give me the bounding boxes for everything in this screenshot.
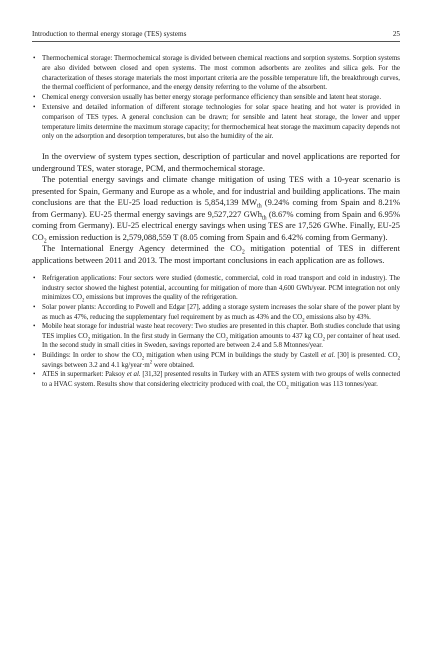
list-item: • Extensive and detailed information of different storage technologies for solar space heating and hot water is provided in comparison of TES types. A general conclusion can be drawn; for sensible and latent heat storage, the lower and upper temperature limits determine the maximum storage capacity; for thermochemical heat storage the maximum capacity depends not only on the adsorption and desorption temperatures, but also the humidity of the air. [33, 103, 400, 141]
list-item: • ATES in supermarket: Paksoy et al. [31,32] presented results in Turkey with an ATES system with two groups of wells connected to a HVAC system. Results show that considering electricity produced with coal, the $CO_2$ mitigation was 113 tonnes/year. [33, 371, 401, 391]
bullet-icon: • [33, 103, 36, 111]
list-item: • Refrigeration applications: Four sectors were studied (domestic, commercial, cold in road transport and cold in industry). The industry sector showed the highest potential, accounting for mitigation of more than 4,600 GWh/year. PCM integration not only minimizes $CO_2$ emissions but improves the quality of the refrigeration. [33, 275, 400, 304]
bullet-list-bottom [32, 274, 400, 389]
bullet-icon: • [33, 55, 36, 62]
list-item: • Mobile heat storage for industrial waste heat recovery: Two studies are presented in this chapter. Both studies conclude that using TES implies $CO_2$ mitigation. In the first study in Germany the $CO_2$ mitigation amounts to 437 kg $CO_2$ per container of heat used. In the second study in small cities in Sweden, savings reported are between 2.4 and 5.8 Mtonnes/year. [33, 323, 401, 350]
list-item: • Chemical energy conversion usually has better energy storage performance efficiency than sensible and latent heat storage. [33, 94, 382, 102]
running-head-title: Introduction to thermal energy storage (TES) systems [32, 30, 187, 38]
running-head [32, 30, 400, 42]
list-item: • Thermochemical storage: Thermochemical storage is divided between chemical reactions and sorption systems. Sorption systems are also divided between closed and open systems. The most common adsorbents are zeolites and silica gels. For the characterization of theses storage materials the most important criteria are the possible temperature lift, the breakthrough curves, the thermal coefficient of performance, and the energy density referring to the volume of the absorbent. [33, 55, 400, 92]
paragraph-overview: In the overview of system types section, description of particular and novel applications are reported for underground TES, water storage, PCM, and thermochemical storage. [32, 151, 400, 173]
bullet-icon: • [33, 94, 36, 102]
bullet-icon: • [33, 323, 36, 331]
list-item: • Solar power plants: According to Powell and Edgar [27], adding a storage system increases the solar share of the power plant by as much as 47%, reducing the supplementary fuel requirement by as much as 43% and the $CO_2$ emissions also by 43%. [33, 303, 400, 323]
bullet-icon: • [33, 351, 36, 359]
paragraph-energy-savings: The potential energy savings and climate change mitigation of using TES with a 10-year scenario is presented for Spain, Germany and Europe as a whole, and for industrial and building applications. The main conclusions are that the EU-25 load reduction is 5,854,139 $MW_{th}$ (9.24% coming from Spain and 8.21% from Germany). EU-25 thermal energy savings are 9,527,227 GWh$_{th}$ (8.67% coming from Spain and 6.95% coming from Germany). EU-25 electrical energy savings when using TES are 17,526 GWhe. Finally, EU-25 $CO_2$ emission reduction is 2,579,088,559 T (8.05 coming from Spain and 6.42% coming from Germany). [32, 174, 401, 245]
paragraph-iea: The International Energy Agency determined the $CO_2$ mitigation potential of TES in different applications between 2011 and 2013. The most important conclusions in each application are as follows. [32, 243, 400, 265]
list-item: • Buildings: In order to show the $CO_2$ mitigation when using PCM in buildings the study by Castell et al. [30] is presented. $CO_2$ savings between 3.2 and 4.1 $kg/year\cdot m^2$ were obtained. [33, 351, 401, 369]
page-number: 25 [392, 30, 400, 38]
bullet-list-top [32, 54, 400, 142]
page [32, 30, 400, 389]
bullet-icon: • [33, 275, 36, 283]
bullet-icon: • [33, 303, 36, 311]
bullet-icon: • [33, 371, 36, 379]
